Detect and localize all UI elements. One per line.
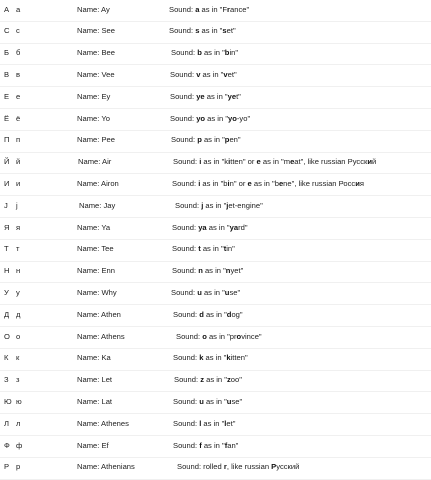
letter-row [0,349,431,371]
sound-text: as in "F [199,4,228,14]
lowercase-letter: я [16,222,21,232]
letter-row [0,458,431,480]
letter-sound [171,134,241,146]
lowercase-letter: т [16,244,20,254]
letter-name: Name: Yo [77,113,110,123]
letter-name: Name: Air [78,157,112,167]
uppercase-letter: В [4,70,10,80]
sound-text: ne", like russian Росс [283,179,356,189]
sound-prefix: Sound: [173,157,200,167]
sound-prefix: Sound: [171,135,198,145]
letter-name: Name: Tee [77,244,114,254]
lowercase-letter: ю [16,397,22,407]
sound-highlight: b [224,48,230,58]
sound-text: as in " [203,375,227,385]
sound-text: as in " [202,266,226,276]
sound-prefix: Sound: [169,4,196,14]
sound-text: ance" [230,4,250,14]
sound-prefix: Sound: [175,200,202,210]
letter-name: Name: Airon [77,179,119,189]
sound-highlight: s [222,26,227,36]
letter-row [0,131,431,153]
lowercase-letter: и [16,179,21,189]
uppercase-letter: Ё [4,113,10,123]
sound-highlight: f [224,440,228,450]
letter-name: Name: Ka [77,353,111,363]
letter-row [0,327,431,349]
letter-sound [170,113,250,125]
letter-name: Name: Ay [77,4,110,14]
sound-highlight: yo [196,113,206,123]
sound-highlight: ya [198,222,207,232]
sound-text: as in "m [260,157,291,167]
uppercase-letter: Ю [4,397,12,407]
uppercase-letter: Л [4,418,9,428]
letter-row [0,414,431,436]
letter-sound [176,331,262,343]
lowercase-letter: ф [16,440,23,450]
sound-text: as in " [203,309,227,319]
sound-highlight: t [198,244,201,254]
letter-sound [171,287,240,299]
sound-highlight: i [199,157,202,167]
sound-prefix: Sound: [169,26,196,36]
letter-sound [173,156,376,168]
sound-text: et" [226,26,236,36]
sound-text: in" [229,48,239,58]
sound-text: as in " [201,440,225,450]
sound-text: , like russian [226,462,272,472]
letter-row [0,305,431,327]
sound-text: et" [227,70,237,80]
letter-sound [177,461,299,473]
sound-highlight: a [195,4,200,14]
lowercase-letter: н [16,266,21,276]
sound-highlight: z [200,375,204,385]
sound-highlight: i [198,179,201,189]
letter-sound [171,47,238,59]
letter-sound [172,265,243,277]
sound-text: as in "b [200,179,228,189]
letter-sound [173,418,235,430]
sound-highlight: u [224,288,230,298]
sound-prefix: Sound: [173,418,200,428]
letter-sound [169,25,236,37]
sound-text: n" or [229,179,248,189]
uppercase-letter: А [4,4,10,14]
letter-row [0,0,431,22]
uppercase-letter: Я [4,222,10,232]
sound-highlight: e [256,157,261,167]
uppercase-letter: О [4,331,10,341]
sound-prefix: Sound: [176,331,203,341]
sound-prefix: Sound: [171,48,198,58]
sound-highlight: и [367,157,373,167]
sound-prefix: Sound: [174,375,201,385]
sound-text: se" [231,397,243,407]
letter-name: Name: Why [77,288,117,298]
letter-name: Name: Athenians [77,462,135,472]
lowercase-letter: в [16,70,21,80]
letter-name: Name: Athens [77,331,125,341]
sound-highlight: k [226,353,231,363]
letter-row [0,218,431,240]
lowercase-letter: о [16,331,21,341]
sound-highlight: b [197,48,202,58]
sound-text: Sound: rolled [177,462,224,472]
lowercase-letter: ё [16,113,21,123]
sound-prefix: Sound: [170,91,197,101]
sound-highlight: l [224,418,227,428]
uppercase-letter: Т [4,244,9,254]
uppercase-letter: З [4,375,9,385]
letter-sound [173,440,238,452]
uppercase-letter: Н [4,266,10,276]
letter-sound [172,178,364,190]
letter-row [0,65,431,87]
sound-text: as in "b [251,179,279,189]
uppercase-letter: Р [4,462,10,472]
sound-text: itten" [230,353,248,363]
sound-highlight: d [199,309,204,319]
sound-highlight: o [202,331,207,341]
sound-highlight: o [236,331,242,341]
sound-text: en" [229,135,241,145]
lowercase-letter: б [16,48,21,58]
sound-text: vince" [241,331,262,341]
sound-text: as in " [203,397,227,407]
sound-highlight: p [197,135,202,145]
lowercase-letter: у [16,288,20,298]
sound-highlight: r [227,4,230,14]
sound-text: og" [231,309,243,319]
letter-sound [169,4,249,16]
sound-highlight: i [228,157,231,167]
sound-highlight: f [199,440,202,450]
letter-sound [170,91,241,103]
sound-text: as in " [203,353,227,363]
uppercase-letter: Й [4,157,10,167]
letter-row [0,153,431,175]
sound-prefix: Sound: [171,288,198,298]
sound-prefix: Sound: [173,353,200,363]
sound-highlight: v [223,70,228,80]
sound-highlight: ye [227,91,237,101]
sound-text: as in " [205,113,229,123]
sound-highlight: e [290,157,295,167]
uppercase-letter: К [4,353,9,363]
letter-row [0,22,431,44]
letter-sound [174,374,242,386]
uppercase-letter: И [4,179,10,189]
sound-highlight: u [197,288,202,298]
sound-highlight: n [198,266,203,276]
letter-name: Name: See [77,26,115,36]
lowercase-letter: д [16,309,21,319]
sound-text: se" [229,288,241,298]
letter-sound [172,243,235,255]
uppercase-letter: С [4,26,10,36]
lowercase-letter: с [16,26,20,36]
sound-text: in" [226,244,235,254]
letter-row [0,240,431,262]
lowercase-letter: й [16,157,21,167]
letter-row [0,44,431,66]
sound-text: as in " [203,200,227,210]
sound-prefix: Sound: [172,222,199,232]
letter-row [0,196,431,218]
uppercase-letter: Б [4,48,9,58]
lowercase-letter: а [16,4,21,14]
uppercase-letter: Д [4,309,10,319]
sound-highlight: r [223,462,227,472]
sound-text: as in " [201,135,225,145]
letter-name: Name: Pee [77,135,115,145]
sound-highlight: ye [196,91,205,101]
sound-text: as in " [200,70,224,80]
sound-highlight: n [225,266,231,276]
letter-name: Name: Vee [77,70,115,80]
letter-name: Name: Bee [77,48,115,58]
sound-text: as in "pr [206,331,237,341]
letter-row [0,436,431,458]
sound-text: t" [236,91,241,101]
sound-text: as in " [199,26,223,36]
sound-prefix: Sound: [172,266,199,276]
sound-highlight: d [226,309,232,319]
sound-text: -yo" [236,113,251,123]
sound-text: as in " [204,91,228,101]
uppercase-letter: У [4,288,9,298]
letter-name: Name: Lat [77,397,113,407]
letter-name: Name: Athenes [77,418,129,428]
letter-sound [173,309,243,321]
sound-text: я [359,179,364,189]
letter-row [0,392,431,414]
sound-highlight: e [278,179,284,189]
letter-row [0,174,431,196]
sound-prefix: Sound: [170,113,197,123]
letter-row [0,109,431,131]
sound-prefix: Sound: [173,397,200,407]
sound-highlight: и [355,179,360,189]
letter-name: Name: Ef [77,440,109,450]
sound-highlight: i [227,179,230,189]
letter-row [0,262,431,284]
sound-text: as in " [201,418,225,428]
sound-text: yet" [230,266,244,276]
letter-sound [173,352,248,364]
sound-text: as in " [201,48,225,58]
letter-sound [175,200,263,212]
letter-name: Name: Let [77,375,113,385]
letter-name: Name: Enn [77,266,115,276]
sound-highlight: ya [229,222,239,232]
sound-highlight: s [195,26,200,36]
lowercase-letter: з [16,375,20,385]
sound-prefix: Sound: [172,244,199,254]
letter-sound [170,69,237,81]
sound-text: as in " [200,244,224,254]
sound-text: et-engine" [228,200,263,210]
sound-text: an" [227,440,239,450]
sound-text: as in " [201,288,225,298]
sound-highlight: u [226,397,232,407]
uppercase-letter: J [4,200,8,210]
letter-row [0,87,431,109]
sound-prefix: Sound: [173,440,200,450]
uppercase-letter: П [4,135,10,145]
letter-name: Name: Athen [77,309,121,319]
sound-highlight: v [196,70,201,80]
lowercase-letter: к [16,353,20,363]
letter-name: Name: Ya [77,222,111,232]
sound-text: tten" or [230,157,257,167]
sound-highlight: u [199,397,204,407]
sound-highlight: Р [271,462,277,472]
lowercase-letter: j [16,200,18,210]
letter-sound [172,222,248,234]
sound-text: as in "k [201,157,229,167]
sound-text: at", like russian Русск [294,157,368,167]
sound-highlight: e [247,179,252,189]
letter-sound [173,396,242,408]
sound-prefix: Sound: [170,70,197,80]
letter-row [0,283,431,305]
sound-text: oo" [230,375,242,385]
sound-highlight: j [201,200,204,210]
sound-highlight: t [223,244,227,254]
letter-name: Name: Ey [77,91,111,101]
uppercase-letter: Ф [4,440,10,450]
sound-highlight: z [226,375,231,385]
lowercase-letter: р [16,462,21,472]
lowercase-letter: л [16,418,21,428]
sound-text: й [372,157,377,167]
sound-highlight: p [224,135,230,145]
sound-highlight: j [226,200,229,210]
sound-text: et" [226,418,236,428]
uppercase-letter: Е [4,91,10,101]
letter-row [0,371,431,393]
sound-highlight: l [199,418,202,428]
sound-text: rd" [238,222,248,232]
lowercase-letter: е [16,91,21,101]
sound-prefix: Sound: [172,179,199,189]
letter-name: Name: Jay [79,200,116,210]
sound-highlight: yo [228,113,237,123]
sound-text: усский [276,462,300,472]
sound-text: as in " [206,222,230,232]
sound-highlight: k [199,353,204,363]
lowercase-letter: п [16,135,21,145]
sound-prefix: Sound: [173,309,200,319]
